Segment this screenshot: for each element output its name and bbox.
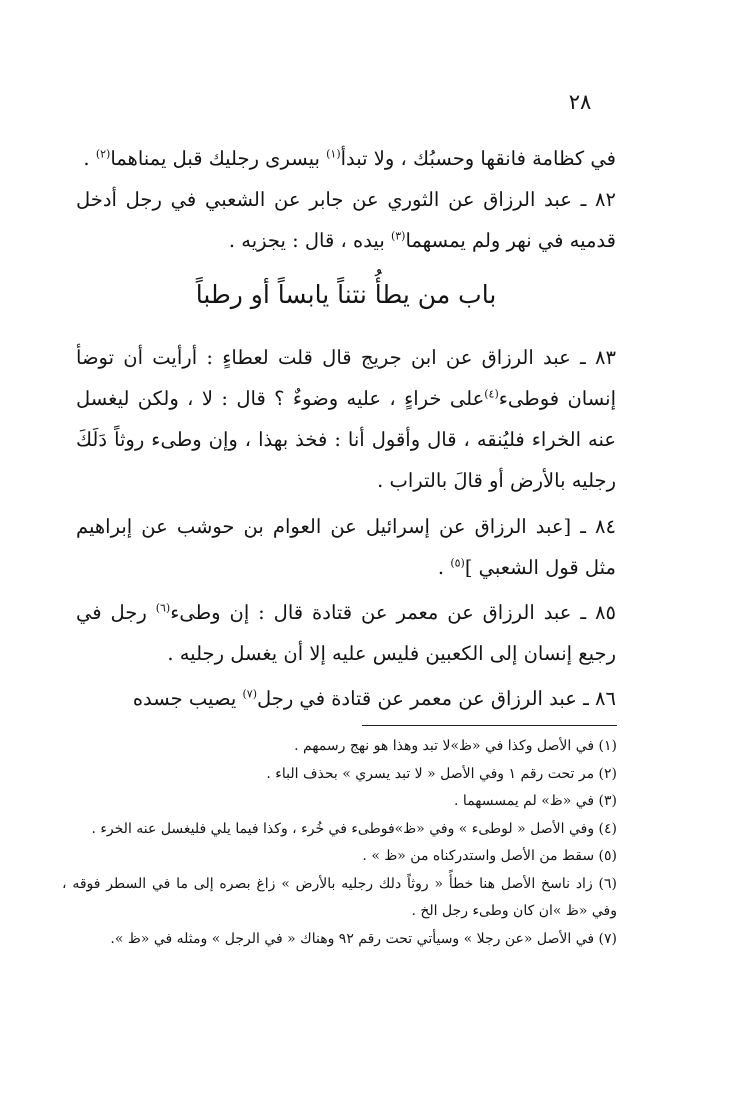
footnote-ref-1: (١) xyxy=(326,147,341,161)
footnote-ref-2: (٢) xyxy=(95,147,111,161)
footnote-3: (٣) في «ظ» لم يمسسهما . xyxy=(454,793,617,809)
paragraph-82 xyxy=(76,179,616,261)
page-number: ٢٨ xyxy=(568,90,592,114)
chapter-title: باب من يطأُ نتناً يابساً أو رطباً xyxy=(195,280,497,309)
p84-text: ٨٤ ـ [عبد الرزاق عن إسرائيل عن العوام بن حوشب عن إبراهيم مثل قول الشعبي ] xyxy=(76,515,616,579)
p86-text: ٨٦ ـ عبد الرزاق عن معمر عن قتادة في رجل xyxy=(257,687,616,710)
paragraph-84 xyxy=(76,506,616,588)
footnote-2: (٢) مر تحت رقم ١ وفي الأصل « لا تبد يسري » بحذف الباء . xyxy=(266,765,617,782)
paragraph-86 xyxy=(76,678,616,719)
p85-text-rest: رجل في رجيع إنسان إلى الكعبين فليس عليه إلا أن يغسل رجليه . xyxy=(76,601,616,665)
footnote-ref-4: (٤) xyxy=(484,387,499,401)
footnote-5: (٥) سقط من الأصل واستدركناه من «ظ » . xyxy=(362,848,617,864)
p84-text-end: . xyxy=(437,556,451,579)
p81-text: في كظامة فانقها وحسبُك ، ولا تبدأ xyxy=(340,147,616,170)
p82-text-end: بيده ، قال : يجزيه . xyxy=(228,229,391,252)
p81-text-rest: بيسرى رجليك قبل يمناهما xyxy=(110,147,327,170)
footnotes-list xyxy=(62,733,617,953)
paragraph-81-continuation xyxy=(76,138,616,179)
footnote-6: (٦) زاد ناسخ الأصل هنا خطأً « روثاً دلك رجليه بالأرض » زاغ بصره إلى ما في السطر فوقه ، وفي «ظ »ان كان وطىء رجل الخ . xyxy=(62,875,617,919)
paragraph-85 xyxy=(76,592,616,674)
p83-text-rest: على خراءٍ ، عليه وضوءٌ ؟ قال : لا ، ولكن ليغسل عنه الخراء فليُنقه ، قال وأقول أنا : فخذ بهذا ، وإن وطىء روثاً دَلَكَ رجليه بالأرض أو قالَ بالتراب . xyxy=(76,387,616,492)
footnote-1: (١) في الأصل وكذا في «ظ»لا تبد وهذا هو نهج رسمهم . xyxy=(294,738,617,754)
p83-text: ٨٣ ـ عبد الرزاق عن ابن جريج قال قلت لعطاءٍ : أرأيت أن توضأ إنسان فوطىء xyxy=(76,346,616,410)
footnote-ref-6: (٦) xyxy=(155,601,171,615)
footnote-ref-5: (٥) xyxy=(450,556,465,570)
footnote-ref-3: (٣) xyxy=(390,229,406,243)
p82-text: ٨٢ ـ عبد الرزاق عن الثوري عن جابر عن الشعبي في رجل أدخل قدميه في نهر ولم يمسهما xyxy=(76,188,616,252)
footnote-ref-7: (٧) xyxy=(242,687,257,701)
footnote-divider xyxy=(362,725,617,726)
paragraph-83 xyxy=(76,337,616,501)
footnote-7: (٧) في الأصل «عن رجلا » وسيأتي تحت رقم ٩٢ وهناك « في الرجل » ومثله في «ظ ». xyxy=(110,930,617,947)
p85-text: ٨٥ ـ عبد الرزاق عن معمر عن قتادة قال : إن وطىء xyxy=(170,601,616,624)
footnote-4: (٤) وفي الأصل « لوطىء » وفي «ظ»فوطىء في خُرء ، وكذا فيما يلي فليغسل عنه الخرء . xyxy=(91,820,617,837)
p81-text-end: . xyxy=(83,147,96,170)
p86-text-rest: يصيب جسده xyxy=(132,687,243,710)
